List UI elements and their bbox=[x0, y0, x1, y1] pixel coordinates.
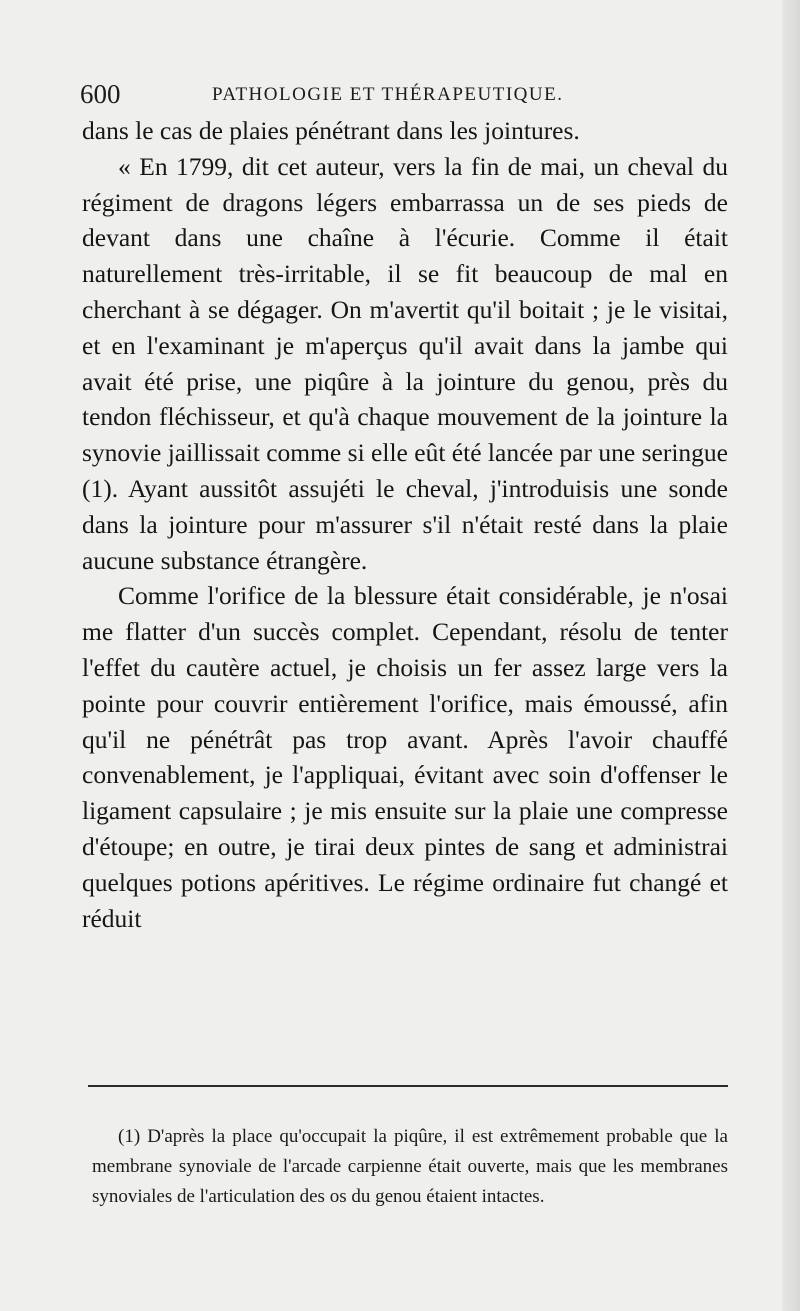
body-text bbox=[82, 113, 728, 936]
footnote-rule bbox=[88, 1085, 728, 1087]
paragraph-treatment: Comme l'orifice de la blessure était considérable, je n'osai me flatter d'un succès complet. Cependant, résolu de tenter l'effet du cautère actuel, je choisis un fer assez large vers la pointe pour couvrir entièrement l'orifice, mais émoussé, afin qu'il ne pénétrât pas trop avant. Après l'avoir chauffé convenablement, je l'appliquai, évitant avec soin d'offenser le ligament capsulaire ; je mis ensuite sur la plaie une compresse d'étoupe; en outre, je tirai deux pintes de sang et administrai quelques potions apéritives. Le régime ordinaire fut changé et réduit bbox=[82, 581, 728, 933]
footnote: (1) D'après la place qu'occupait la piqûre, il est extrêmement probable que la membrane synoviale de l'arcade carpienne était ouverte, mais que les membranes synoviales de l'articulation des os du genou étaient intactes. bbox=[92, 1126, 728, 1207]
page-number: 600 bbox=[80, 79, 121, 109]
running-head bbox=[80, 78, 730, 114]
paragraph-continuation: dans le cas de plaies pénétrant dans les jointures. bbox=[82, 116, 580, 145]
page-edge-shadow bbox=[782, 0, 800, 1311]
paragraph-quotation: « En 1799, dit cet auteur, vers la fin de mai, un cheval du régiment de dragons légers embarrassa un de ses pieds de devant dans une chaîne à l'écurie. Comme il était naturellement très-irritable, il se fit beaucoup de mal en cherchant à se dégager. On m'avertit qu'il boitait ; je le visitai, et en l'examinant je m'aperçus qu'il avait dans la jambe qui avait été prise, une piqûre à la jointure du genou, près du tendon fléchisseur, et qu'à chaque mouvement de la jointure la synovie jaillissait comme si elle eût été lancée par une seringue (1). Ayant aussitôt assujéti le cheval, j'introduisis une sonde dans la jointure pour m'assurer s'il n'était resté dans la plaie aucune substance étrangère. bbox=[82, 151, 728, 575]
running-title: PATHOLOGIE ET THÉRAPEUTIQUE. bbox=[212, 84, 564, 105]
